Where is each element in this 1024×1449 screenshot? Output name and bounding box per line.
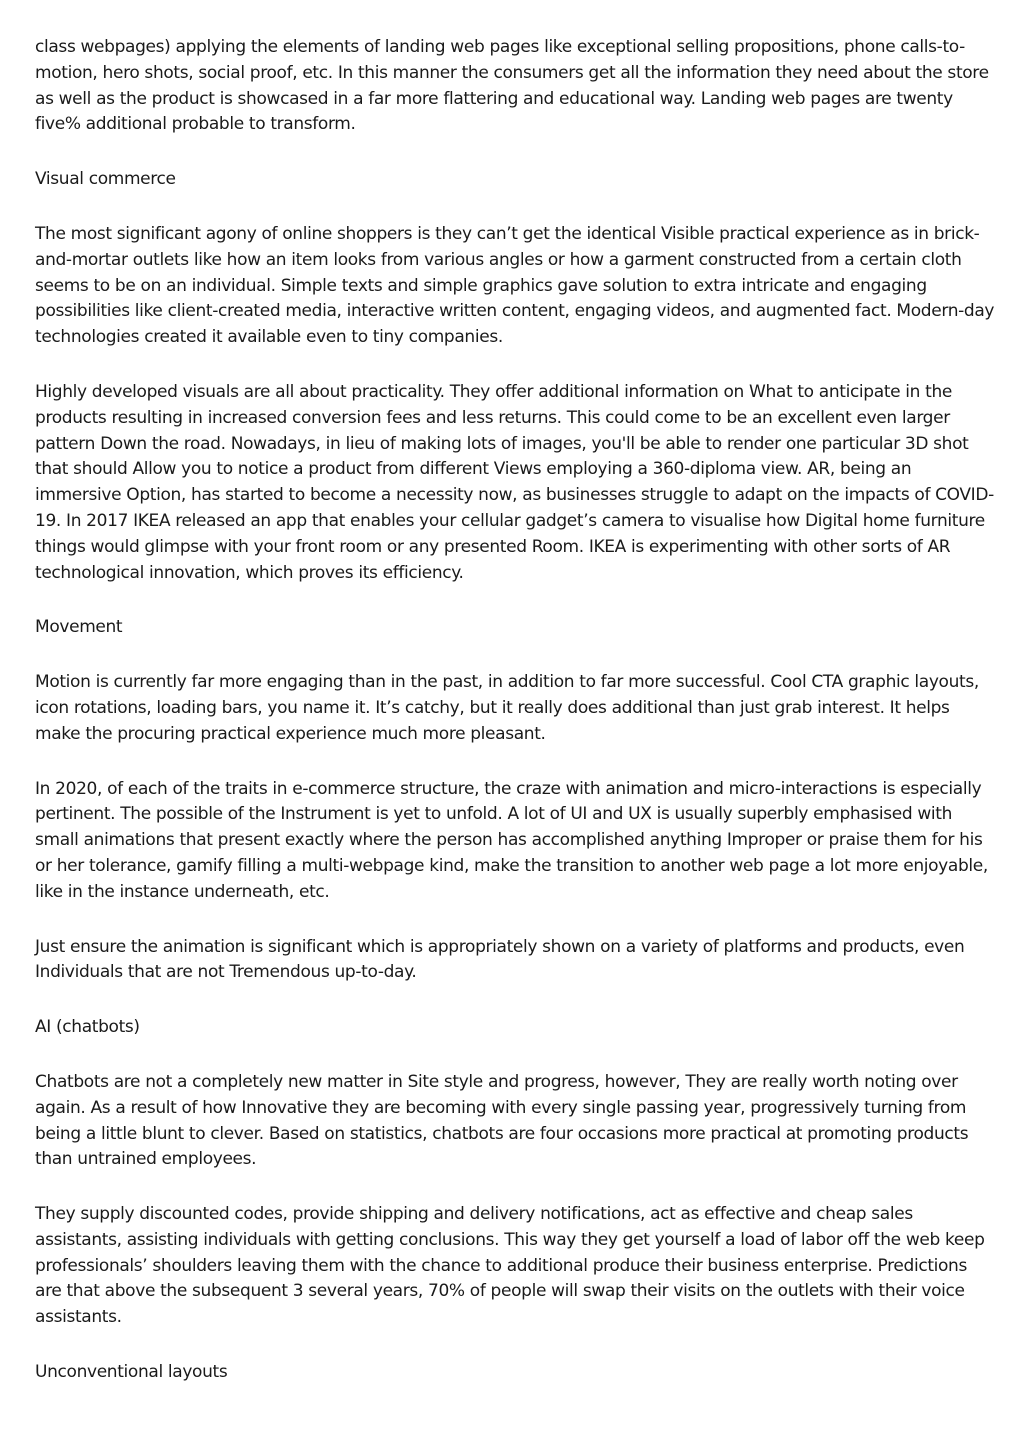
paragraph-movement-2: In 2020, of each of the traits in e-commerce structure, the craze with animation and micro-interactions is especially pertinent. The possible of the Instrument is yet to unfold. A lot of UI and UX is usually superbly emphasised with small animations that present exactly where the person has accomplished anything Improper or praise them for his or her tolerance, gamify filling a multi-webpage kind, make the transition to another web page a lot more enjoyable, like in the instance underneath, etc. [35, 778, 988, 902]
paragraph-visual-commerce-1: The most significant agony of online shoppers is they can’t get the identical Visible practical experience as in brick-and-mortar outlets like how an item looks from various angles or how a garment constructed from a certain cloth seems to be on an individual. Simple texts and simple graphics gave solution to extra intricate and engaging possibilities like client-created media, interactive written content, engaging videos, and augmented fact. Modern-day technologies created it available even to tiny companies. [35, 223, 995, 348]
heading-movement: Movement [35, 617, 123, 638]
heading-ai-chatbots: AI (chatbots) [35, 1017, 140, 1038]
heading-unconventional-layouts: Unconventional layouts [35, 1362, 228, 1383]
paragraph-landing-pages: class webpages) applying the elements of landing web pages like exceptional selling propositions, phone calls-to-motion, hero shots, social proof, etc. In this manner the consumers get all the information they need about the store as well as the product is showcased in a far more flattering and educational way. Landing web pages are twenty five% additional probable to transform. [35, 37, 989, 135]
paragraph-chatbots-2: They supply discounted codes, provide shipping and delivery notifications, act as effective and cheap sales assistants, assisting individuals with getting conclusions. This way they get yourself a load of labor off the web keep professionals’ shoulders leaving them with the chance to additional produce their business enterprise. Predictions are that above the subsequent 3 several years, 70% of people will swap their visits on the outlets with their voice assistants. [35, 1204, 985, 1328]
document-page [35, 35, 995, 1415]
paragraph-movement-1: Motion is currently far more engaging than in the past, in addition to far more successful. Cool CTA graphic layouts, icon rotations, loading bars, you name it. It’s catchy, but it really does additional than just grab interest. It helps make the procuring practical experience much more pleasant. [35, 672, 979, 744]
paragraph-chatbots-1: Chatbots are not a completely new matter in Site style and progress, however, They are really worth noting over again. As a result of how Innovative they are becoming with every single passing year, progressively turning from being a little blunt to clever. Based on statistics, chatbots are four occasions more practical at promoting products than untrained employees. [35, 1071, 969, 1170]
heading-visual-commerce: Visual commerce [35, 169, 176, 190]
paragraph-movement-3: Just ensure the animation is significant which is appropriately shown on a variety of platforms and products, even Individuals that are not Tremendous up-to-day. [35, 936, 965, 983]
paragraph-visual-commerce-2: Highly developed visuals are all about practicality. They offer additional information on What to anticipate in the products resulting in increased conversion fees and less returns. This could come to be an excellent even larger pattern Down the road. Nowadays, in lieu of making lots of images, you'll be able to render one particular 3D shot that should Allow you to notice a product from different Views employing a 360-diploma view. AR, being an immersive Option, has started to become a necessity now, as businesses struggle to adapt on the impacts of COVID-19. In 2017 IKEA released an app that enables your cellular gadget’s camera to visualise how Digital home furniture things would glimpse with your front room or any presented Room. IKEA is experimenting with other sorts of AR technological innovation, which proves its efficiency. [35, 381, 994, 583]
